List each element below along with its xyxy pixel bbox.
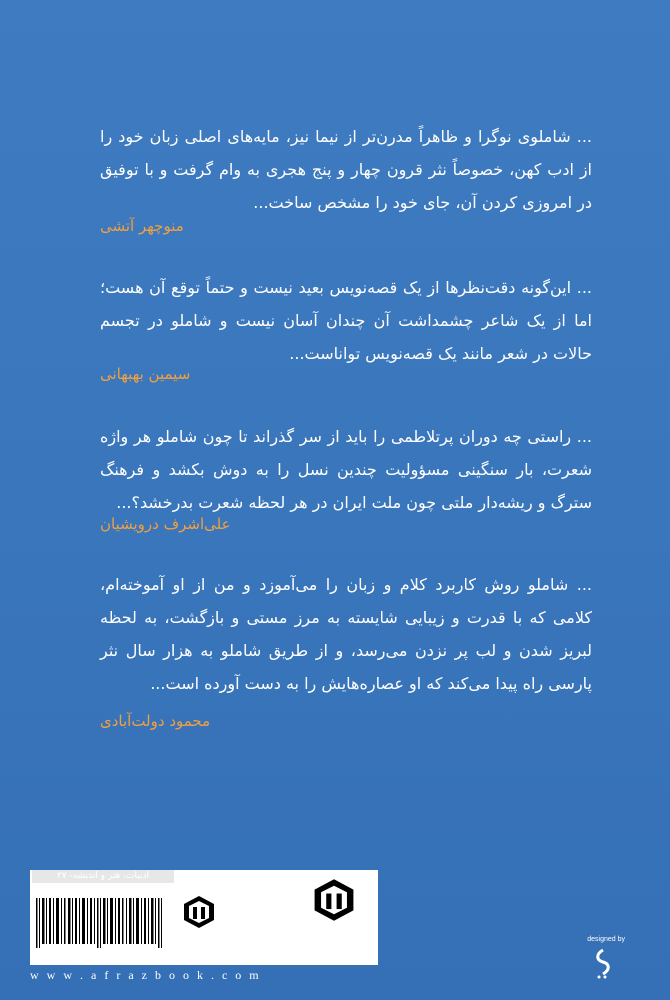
quote-text-2: ... این‌گونه دقت‌نظرها از یک قصه‌نویس بعید نیست و حتماً توقع آن هست؛ اما از یک شاعر چشمداشت آن چندان آسان نیست و شاملو در تجسم حالات در شعر مانند یک قصه‌نویس تواناست...	[100, 278, 592, 363]
quote-text-1: ... شاملوی نوگرا و ظاهراً مدرن‌تر از نیما نیز، مایه‌های اصلی زبان خود را از ادب کهن، خصوصاً نثر قرون چهار و پنج هجری به وام گرفت و با توفیق در امروزی کردن آن، جای خود را مشخص ساخت...	[100, 127, 592, 212]
publisher-logo-mark-icon	[182, 895, 216, 929]
quote-author-2: سیمین بهبهانی	[100, 365, 191, 383]
designed-by-label: designed by	[587, 936, 625, 943]
quote-text-3: ... راستی چه دوران پرتلاطمی را باید از سر گذراند تا چون شاملو هر واژه شعرت، بار سنگینی مسؤولیت چندین نسل را به دوش بکشد و فرهنگ سترگ و ریشه‌دار ملتی چون ملت ایران در هر لحظه شعرت بدرخشد؟...	[100, 427, 592, 512]
website-footer: w w w . a f r a z b o o k . c o m	[30, 968, 262, 982]
publisher-logo-text: افراز	[183, 933, 215, 947]
publisher-logo-text: افراز	[316, 926, 352, 942]
isbn-label: ISBN:978-964-243-010-9	[32, 884, 133, 894]
publisher-logo-right	[298, 878, 370, 946]
quote-author-4: محمود دولت‌آبادی	[100, 712, 211, 730]
website-on-panel: afrazbook.com	[296, 948, 374, 960]
publisher-logo-mark-icon	[311, 878, 357, 922]
quote-text-4: ... شاملو روش کاربرد کلام و زبان را می‌آموزد و من از او آموخته‌ام، کلامی که با قدرت و زیبایی شایسته به مرز مستی و بازگشت، به لحظه لبریز شدن و لب پر نزدن می‌رسد، و از طریق شاملو به هزار سال نثر پارسی راه پیدا می‌کند که او عصاره‌هایش را به دست آورده است...	[100, 575, 592, 693]
price-value: ۱۵۰۰۰	[229, 895, 275, 914]
publisher-logo-left	[180, 895, 218, 955]
barcode-image	[32, 898, 172, 948]
price-tag	[222, 895, 282, 943]
price-currency: تومان	[232, 915, 272, 931]
series-label: ادبیات، هنر و اندیشه- ۲۷	[32, 870, 174, 883]
designer-signature-icon	[590, 948, 616, 980]
quote-author-1: منوچهر آتشی	[100, 217, 184, 235]
quote-author-3: علی‌اشرف درویشیان	[100, 515, 231, 533]
barcode-digits: 9 789642 430109	[32, 948, 125, 959]
